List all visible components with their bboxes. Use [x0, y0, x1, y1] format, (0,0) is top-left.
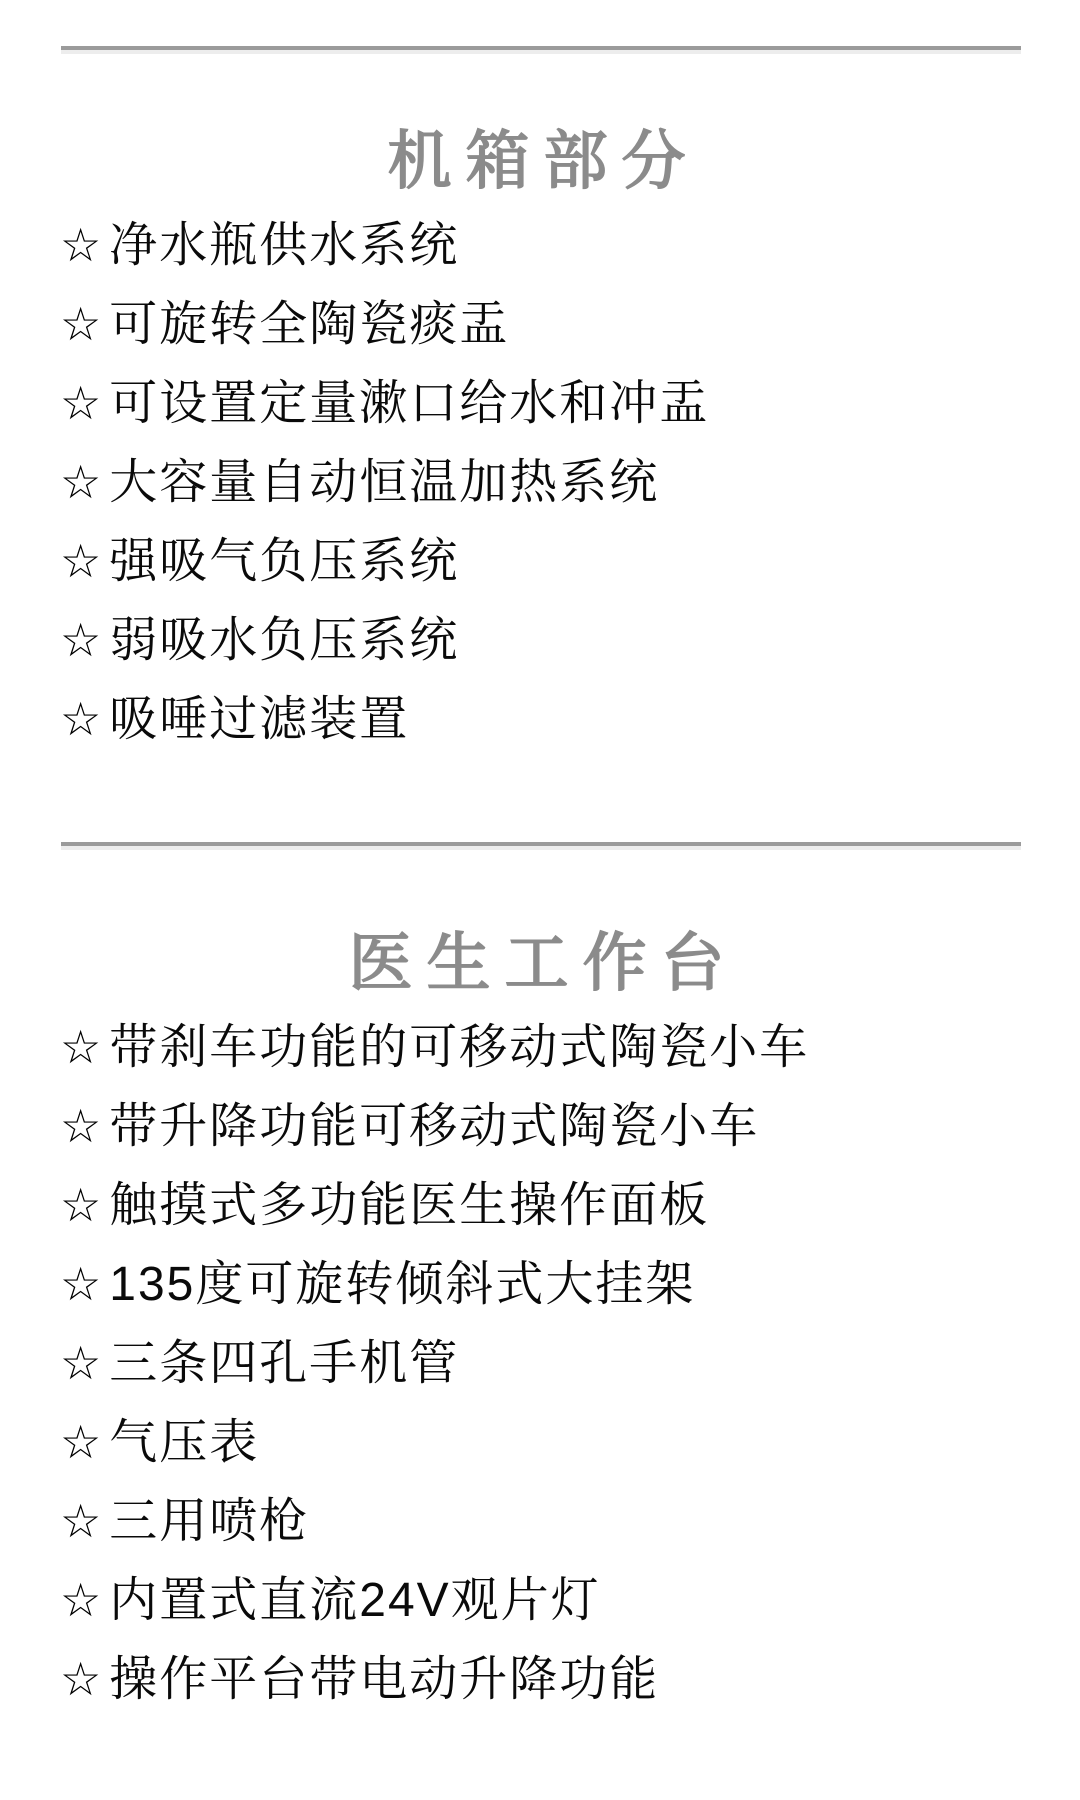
list-item: [60, 364, 1080, 443]
white-star-icon: ☆: [60, 614, 102, 666]
list-item: [60, 1245, 1080, 1324]
section-title-doctor-worktable: 医生工作台: [348, 927, 739, 999]
list-item: [60, 601, 1080, 680]
section-divider: [61, 46, 1021, 50]
list-item-text: 三条四孔手机管: [109, 1337, 460, 1390]
list-item-text: 可旋转全陶瓷痰盂: [109, 298, 510, 351]
white-star-icon: ☆: [60, 693, 102, 745]
list-item: [60, 680, 1080, 759]
list-item-text: 操作平台带电动升降功能: [109, 1653, 660, 1706]
list-item: [60, 1561, 1080, 1640]
white-star-icon: ☆: [60, 1574, 102, 1626]
section-title-cabinet: 机箱部分: [387, 125, 700, 197]
list-item-text: 135度可旋转倾斜式大挂架: [109, 1258, 696, 1311]
white-star-icon: ☆: [60, 1258, 102, 1310]
list-item-text: 触摸式多功能医生操作面板: [109, 1179, 710, 1232]
white-star-icon: ☆: [60, 1653, 102, 1705]
list-item: [60, 522, 1080, 601]
list-item-text: 弱吸水负压系统: [109, 614, 460, 667]
list-item-text: 气压表: [109, 1416, 260, 1469]
white-star-icon: ☆: [60, 1495, 102, 1547]
list-item: [60, 1403, 1080, 1482]
product-spec-sheet: [0, 46, 1080, 1719]
white-star-icon: ☆: [60, 298, 102, 350]
list-item: [60, 285, 1080, 364]
list-item: [60, 1166, 1080, 1245]
list-item: [60, 1640, 1080, 1719]
list-item: [60, 206, 1080, 285]
section-cabinet: [0, 46, 1080, 759]
list-item-text: 三用喷枪: [109, 1495, 310, 1548]
section-doctor-worktable: [0, 842, 1080, 1719]
list-item-text: 可设置定量漱口给水和冲盂: [109, 377, 710, 430]
list-item-text: 内置式直流24V观片灯: [109, 1574, 601, 1627]
white-star-icon: ☆: [60, 1021, 102, 1073]
list-item: [60, 443, 1080, 522]
feature-list-doctor-worktable: [60, 1008, 1080, 1719]
white-star-icon: ☆: [60, 1179, 102, 1231]
white-star-icon: ☆: [60, 219, 102, 271]
white-star-icon: ☆: [60, 456, 102, 508]
list-item: [60, 1324, 1080, 1403]
white-star-icon: ☆: [60, 1100, 102, 1152]
list-item-text: 吸唾过滤装置: [109, 693, 410, 746]
white-star-icon: ☆: [60, 377, 102, 429]
list-item-text: 强吸气负压系统: [109, 535, 460, 588]
list-item-text: 大容量自动恒温加热系统: [109, 456, 660, 509]
section-divider: [61, 842, 1021, 846]
white-star-icon: ☆: [60, 535, 102, 587]
list-item: [60, 1087, 1080, 1166]
list-item: [60, 1008, 1080, 1087]
list-item-text: 带升降功能可移动式陶瓷小车: [109, 1100, 760, 1153]
white-star-icon: ☆: [60, 1337, 102, 1389]
list-item-text: 净水瓶供水系统: [109, 219, 460, 272]
white-star-icon: ☆: [60, 1416, 102, 1468]
list-item-text: 带刹车功能的可移动式陶瓷小车: [109, 1021, 810, 1074]
list-item: [60, 1482, 1080, 1561]
feature-list-cabinet: [60, 206, 1080, 759]
